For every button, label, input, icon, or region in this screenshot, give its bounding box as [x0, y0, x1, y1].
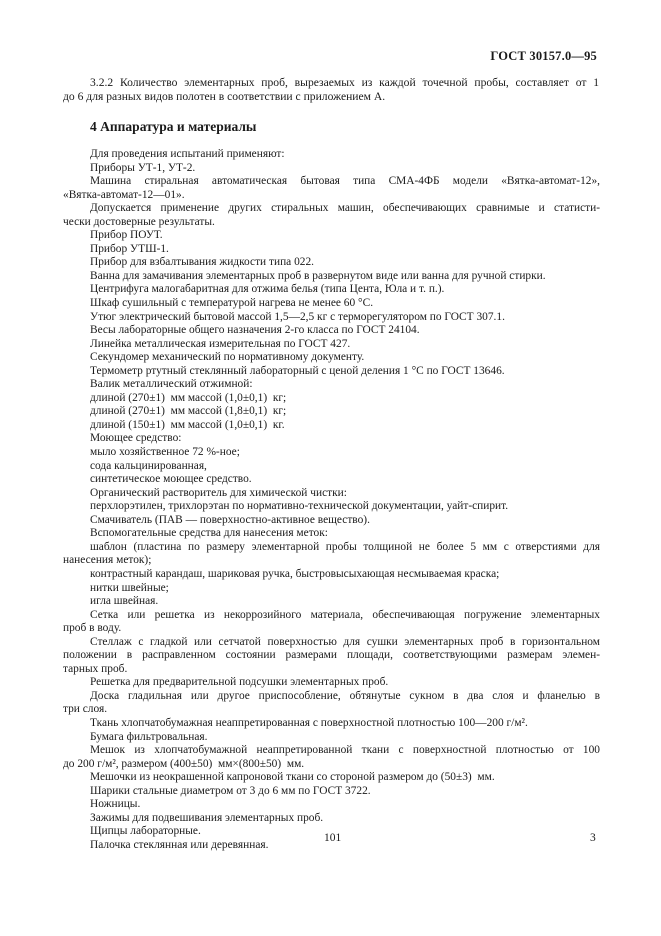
intro-paragraph: [63, 76, 599, 105]
standard-number: ГОСТ 30157.0—95: [490, 49, 597, 63]
page-number-center: 101: [324, 832, 342, 844]
body-line: Моющее средство:: [90, 432, 182, 445]
body-line: нитки швейные;: [90, 581, 169, 594]
body-line: Вспомогательные средства для нанесения меток:: [90, 527, 328, 540]
body-line: чески достоверные результаты.: [63, 215, 215, 228]
body-line: сода кальцинированная,: [90, 459, 207, 472]
body-line: Валик металлический отжимной:: [90, 378, 253, 391]
body-line: «Вятка-автомат-12—01».: [63, 188, 185, 201]
body-line: Ножницы.: [90, 798, 141, 811]
section-body: [63, 148, 600, 852]
body-line: Утюг электрический бытовой массой 1,5—2,5 кг с терморегулятором по ГОСТ 307.1.: [90, 310, 505, 323]
body-line: Допускается применение других стиральных машин, обеспечивающих сравнимые и статисти-: [90, 202, 600, 215]
body-line: шаблон (пластина по размеру элементарной пробы толщиной не более 5 мм с отверстиями для: [90, 540, 600, 553]
body-line: синтетическое моющее средство.: [90, 473, 252, 486]
body-line: Прибор для взбалтывания жидкости типа 022.: [90, 256, 315, 269]
body-line: Палочка стеклянная или деревянная.: [90, 838, 269, 851]
body-line: Шарики стальные диаметром от 3 до 6 мм по ГОСТ 3722.: [90, 784, 371, 797]
body-line: Прибор ПОУТ.: [90, 229, 163, 242]
body-line: Линейка металлическая измерительная по ГОСТ 427.: [90, 337, 351, 350]
body-line: Зажимы для подвешивания элементарных проб.: [90, 811, 324, 824]
body-line: Щипцы лабораторные.: [90, 825, 201, 838]
body-line: Смачиватель (ПАВ — поверхностно-активное вещество).: [90, 513, 370, 526]
body-line: положении в расправленном состоянии размерами площади, соответствующими размерам элемен-: [63, 649, 600, 662]
body-line: Органический растворитель для химической чистки:: [90, 486, 347, 499]
body-line: Решетка для предварительной подсушки элементарных проб.: [90, 676, 389, 689]
body-line: перхлорэтилен, трихлорэтан по нормативно-технической документации, уайт-спирит.: [90, 500, 509, 513]
body-line: Доска гладильная или другое приспособление, обтянутые сукном в два слоя и фланелью в: [90, 689, 600, 702]
body-line: контрастный карандаш, шариковая ручка, быстровысыхающая несмываемая краска;: [90, 567, 500, 580]
body-line: тарных проб.: [63, 662, 128, 675]
body-line: Ткань хлопчатобумажная неаппретированная с поверхностной плотностью 100—200 г/м².: [90, 716, 528, 729]
intro-line: до 6 для разных видов полотен в соответствии с приложением А.: [63, 90, 386, 104]
body-line: до 200 г/м², размером (400±50) мм×(800±50) мм.: [63, 757, 305, 770]
body-line: Машина стиральная автоматическая бытовая типа СМА-4ФБ модели «Вятка-автомат-12»,: [90, 175, 600, 188]
body-line: Ванна для замачивания элементарных проб в развернутом виде или ванна для ручной стирки.: [90, 269, 546, 282]
page-number-right: 3: [590, 832, 596, 844]
body-line: длиной (150±1) мм массой (1,0±0,1) кг.: [90, 418, 285, 431]
body-line: Весы лабораторные общего назначения 2-го класса по ГОСТ 24104.: [90, 324, 420, 337]
body-line: нанесения меток);: [63, 554, 152, 567]
body-line: мыло хозяйственное 72 %-ное;: [90, 446, 240, 459]
body-line: Мешок из хлопчатобумажной неаппретированной ткани с поверхностной плотностью от 100: [90, 744, 600, 757]
body-line: Сетка или решетка из некоррозийного материала, обеспечивающая погружение элементарных: [90, 608, 600, 621]
section-heading: 4 Аппаратура и материалы: [90, 119, 257, 134]
intro-line: 3.2.2 Количество элементарных проб, вырезаемых из каждой точечной пробы, составляет от 1: [90, 76, 599, 89]
body-line: Бумага фильтровальная.: [90, 730, 208, 743]
body-line: длиной (270±1) мм массой (1,0±0,1) кг;: [90, 391, 287, 404]
body-line: Стеллаж с гладкой или сетчатой поверхностью для сушки элементарных проб в горизонтальном: [90, 635, 600, 648]
body-line: Секундомер механический по нормативному документу.: [90, 351, 365, 364]
body-line: Для проведения испытаний применяют:: [90, 148, 285, 160]
body-line: игла швейная.: [90, 595, 159, 608]
body-line: длиной (270±1) мм массой (1,8±0,1) кг;: [90, 405, 287, 418]
body-line: три слоя.: [63, 703, 108, 716]
body-line: Мешочки из неокрашенной капроновой ткани со стороной размером до (50±3) мм.: [90, 771, 495, 784]
body-line: проб в воду.: [63, 622, 122, 635]
body-line: Приборы УТ-1, УТ-2.: [90, 161, 196, 174]
body-line: Прибор УТШ-1.: [90, 242, 169, 255]
body-line: Шкаф сушильный с температурой нагрева не менее 60 °С.: [90, 297, 374, 310]
body-line: Центрифуга малогабаритная для отжима белья (типа Цента, Юла и т. п.).: [90, 283, 445, 296]
body-line: Термометр ртутный стеклянный лабораторный с ценой деления 1 °С по ГОСТ 13646.: [90, 364, 505, 377]
